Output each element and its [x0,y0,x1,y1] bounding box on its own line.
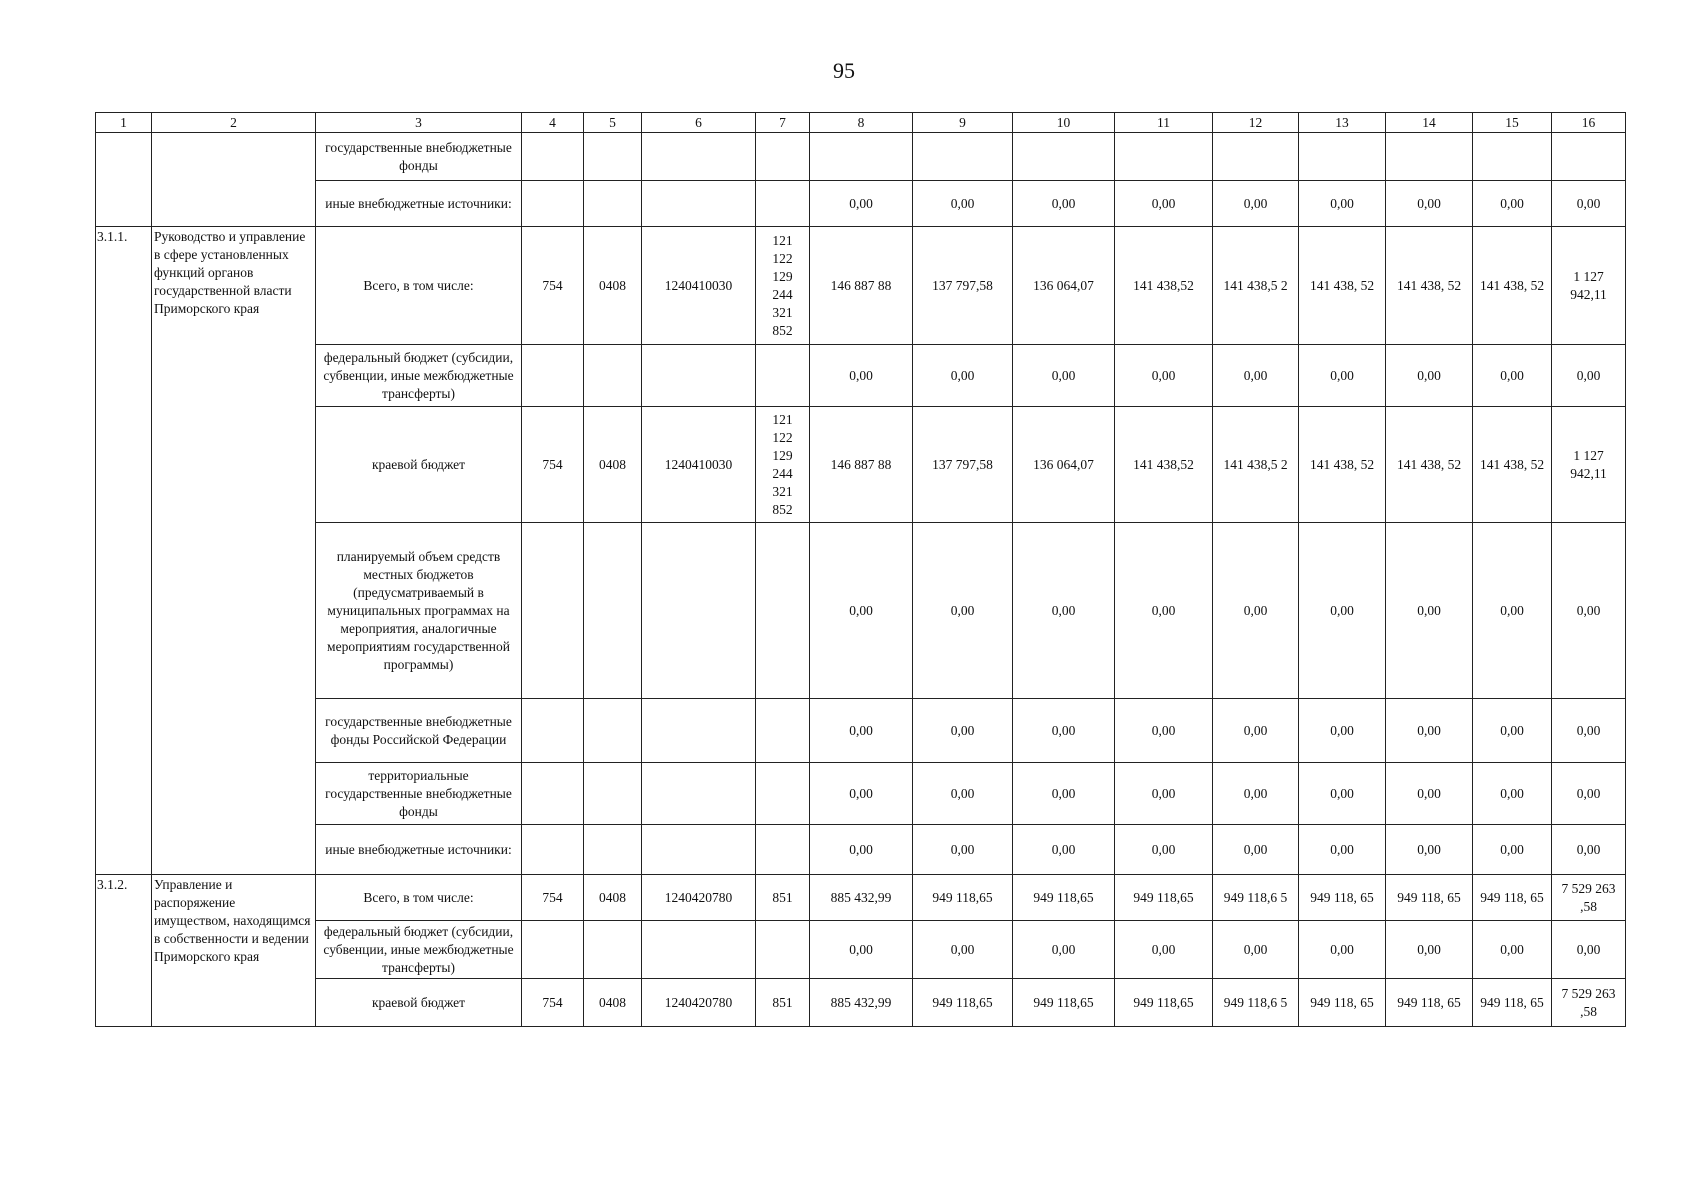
amount-cell: 0,00 [1213,921,1299,979]
amount-cell: 949 118, 65 [1386,875,1473,921]
amount-cell: 136 064,07 [1013,227,1115,345]
expense-type-code [756,921,810,979]
table-row [96,345,1626,407]
amount-cell: 0,00 [1473,181,1552,227]
section-code [584,921,642,979]
table-row [96,407,1626,523]
amount-cell: 146 887 88 [810,407,913,523]
amount-cell: 885 432,99 [810,979,913,1027]
ministry-code [522,523,584,699]
amount-cell: 0,00 [1473,345,1552,407]
section-code: 0408 [584,979,642,1027]
amount-cell: 949 118,65 [1115,875,1213,921]
amount-cell: 141 438, 52 [1386,407,1473,523]
amount-cell: 949 118,65 [913,979,1013,1027]
target-article-code [642,825,756,875]
section-code [584,825,642,875]
amount-cell: 141 438, 52 [1299,227,1386,345]
amount-cell: 949 118,65 [1013,979,1115,1027]
header-cell-10: 10 [1013,113,1115,133]
amount-cell: 0,00 [913,921,1013,979]
funding-source: федеральный бюджет (субсидии, субвенции, иные межбюджетные трансферты) [316,921,522,979]
amount-cell: 949 118,6 5 [1213,979,1299,1027]
funding-source: территориальные государственные внебюджетные фонды [316,763,522,825]
funding-source: Всего, в том числе: [316,875,522,921]
amount-cell: 0,00 [1013,921,1115,979]
budget-table [95,112,1626,1027]
amount-cell [1115,133,1213,181]
ministry-code [522,345,584,407]
header-cell-3: 3 [316,113,522,133]
amount-cell: 0,00 [913,181,1013,227]
amount-cell: 0,00 [1299,921,1386,979]
amount-cell: 137 797,58 [913,227,1013,345]
amount-cell: 0,00 [1213,523,1299,699]
amount-cell: 1 127 942,11 [1552,227,1626,345]
amount-cell: 885 432,99 [810,875,913,921]
amount-cell: 0,00 [1386,345,1473,407]
ministry-code: 754 [522,875,584,921]
header-cell-15: 15 [1473,113,1552,133]
header-cell-13: 13 [1299,113,1386,133]
amount-cell: 0,00 [1115,921,1213,979]
funding-source: Всего, в том числе: [316,227,522,345]
amount-cell [1013,133,1115,181]
amount-cell: 0,00 [1013,181,1115,227]
target-article-code: 1240410030 [642,407,756,523]
amount-cell: 0,00 [1213,699,1299,763]
amount-cell: 949 118, 65 [1473,875,1552,921]
ministry-code [522,763,584,825]
table-row [96,825,1626,875]
amount-cell: 0,00 [1473,825,1552,875]
expense-type-code [756,699,810,763]
amount-cell: 949 118,6 5 [1213,875,1299,921]
amount-cell: 0,00 [1299,825,1386,875]
code-cell [584,181,642,227]
table-row [96,875,1626,921]
table-row [96,133,1626,181]
target-article-code: 1240420780 [642,979,756,1027]
amount-cell: 0,00 [1552,921,1626,979]
amount-cell: 0,00 [1386,921,1473,979]
amount-cell: 0,00 [1299,523,1386,699]
header-cell-9: 9 [913,113,1013,133]
funding-source: федеральный бюджет (субсидии, субвенции, иные межбюджетные трансферты) [316,345,522,407]
expense-type-code: 121 122 129 244 321 852 [756,227,810,345]
target-article-code: 1240410030 [642,227,756,345]
funding-source: краевой бюджет [316,407,522,523]
amount-cell: 0,00 [1115,763,1213,825]
item-number: 3.1.1. [96,227,152,875]
amount-cell: 949 118, 65 [1299,875,1386,921]
amount-cell: 0,00 [913,345,1013,407]
amount-cell: 0,00 [1299,181,1386,227]
amount-cell: 949 118, 65 [1299,979,1386,1027]
amount-cell: 0,00 [810,523,913,699]
amount-cell [1386,133,1473,181]
header-cell-1: 1 [96,113,152,133]
table-row [96,979,1626,1027]
item-number-cell [96,133,152,227]
amount-cell: 0,00 [1473,523,1552,699]
amount-cell: 0,00 [1115,523,1213,699]
amount-cell: 141 438,52 [1115,407,1213,523]
amount-cell: 0,00 [1386,825,1473,875]
amount-cell: 0,00 [1552,523,1626,699]
amount-cell: 0,00 [1299,345,1386,407]
amount-cell: 0,00 [1473,763,1552,825]
header-cell-8: 8 [810,113,913,133]
funding-source: государственные внебюджетные фонды Российской Федерации [316,699,522,763]
amount-cell: 7 529 263 ,58 [1552,875,1626,921]
amount-cell: 0,00 [1115,345,1213,407]
expense-type-code [756,345,810,407]
header-cell-6: 6 [642,113,756,133]
amount-cell: 0,00 [1552,825,1626,875]
amount-cell [1213,133,1299,181]
amount-cell: 0,00 [1213,345,1299,407]
amount-cell: 949 118,65 [1013,875,1115,921]
amount-cell: 137 797,58 [913,407,1013,523]
amount-cell: 0,00 [913,763,1013,825]
section-code: 0408 [584,407,642,523]
amount-cell: 0,00 [1552,345,1626,407]
amount-cell: 0,00 [1213,763,1299,825]
page-number: 95 [833,58,855,83]
item-number: 3.1.2. [96,875,152,1027]
code-cell [756,181,810,227]
amount-cell: 0,00 [1013,699,1115,763]
ministry-code: 754 [522,979,584,1027]
amount-cell: 0,00 [810,763,913,825]
amount-cell: 0,00 [1013,345,1115,407]
funding-source: краевой бюджет [316,979,522,1027]
funding-source: государственные внебюджетные фонды [316,133,522,181]
header-cell-5: 5 [584,113,642,133]
amount-cell: 949 118, 65 [1473,979,1552,1027]
section-code: 0408 [584,227,642,345]
header-row [96,113,1626,133]
amount-cell [810,133,913,181]
amount-cell: 0,00 [1386,763,1473,825]
ministry-code [522,825,584,875]
funding-source: иные внебюджетные источники: [316,181,522,227]
table-row [96,523,1626,699]
amount-cell: 0,00 [1013,763,1115,825]
amount-cell: 0,00 [1299,763,1386,825]
amount-cell: 0,00 [1386,181,1473,227]
amount-cell: 0,00 [1386,523,1473,699]
amount-cell: 1 127 942,11 [1552,407,1626,523]
ministry-code: 754 [522,227,584,345]
section-code [584,345,642,407]
code-cell [522,133,584,181]
expense-type-code [756,523,810,699]
code-cell [584,133,642,181]
section-code [584,523,642,699]
header-cell-12: 12 [1213,113,1299,133]
amount-cell: 0,00 [913,523,1013,699]
table-row [96,227,1626,345]
amount-cell: 0,00 [810,699,913,763]
amount-cell: 0,00 [810,825,913,875]
amount-cell: 0,00 [913,825,1013,875]
item-name-cell [152,133,316,227]
amount-cell: 0,00 [810,345,913,407]
amount-cell [1473,133,1552,181]
item-name: Руководство и управление в сфере установленных функций органов государственной власти Приморского края [152,227,316,875]
ministry-code [522,921,584,979]
amount-cell: 0,00 [1013,825,1115,875]
amount-cell: 0,00 [1013,523,1115,699]
funding-source: планируемый объем средств местных бюджетов (предусматриваемый в муниципальных программах на мероприятия, аналогичные мероприятиям государственной программы) [316,523,522,699]
amount-cell: 949 118, 65 [1386,979,1473,1027]
item-name: Управление и распоряжение имуществом, находящимся в собственности и ведении Приморского края [152,875,316,1027]
amount-cell: 0,00 [1115,699,1213,763]
amount-cell: 949 118,65 [913,875,1013,921]
amount-cell: 0,00 [1552,181,1626,227]
amount-cell: 0,00 [1473,699,1552,763]
code-cell [642,133,756,181]
expense-type-code: 121 122 129 244 321 852 [756,407,810,523]
header-cell-14: 14 [1386,113,1473,133]
section-code [584,699,642,763]
header-cell-4: 4 [522,113,584,133]
amount-cell: 141 438, 52 [1386,227,1473,345]
header-cell-11: 11 [1115,113,1213,133]
amount-cell [1299,133,1386,181]
target-article-code [642,699,756,763]
amount-cell: 0,00 [810,181,913,227]
table-row [96,763,1626,825]
amount-cell: 0,00 [1386,699,1473,763]
section-code [584,763,642,825]
code-cell [522,181,584,227]
header-cell-2: 2 [152,113,316,133]
ministry-code: 754 [522,407,584,523]
target-article-code [642,345,756,407]
table-row [96,181,1626,227]
funding-source: иные внебюджетные источники: [316,825,522,875]
amount-cell: 0,00 [1213,181,1299,227]
target-article-code: 1240420780 [642,875,756,921]
amount-cell [913,133,1013,181]
expense-type-code [756,763,810,825]
target-article-code [642,921,756,979]
amount-cell: 0,00 [1115,181,1213,227]
code-cell [756,133,810,181]
code-cell [642,181,756,227]
amount-cell: 141 438,5 2 [1213,227,1299,345]
header-cell-16: 16 [1552,113,1626,133]
ministry-code [522,699,584,763]
header-cell-7: 7 [756,113,810,133]
amount-cell: 0,00 [1115,825,1213,875]
table-row [96,699,1626,763]
target-article-code [642,523,756,699]
amount-cell: 0,00 [1552,699,1626,763]
amount-cell: 0,00 [1299,699,1386,763]
section-code: 0408 [584,875,642,921]
amount-cell: 141 438, 52 [1299,407,1386,523]
target-article-code [642,763,756,825]
amount-cell: 141 438, 52 [1473,227,1552,345]
amount-cell: 0,00 [913,699,1013,763]
amount-cell: 0,00 [810,921,913,979]
amount-cell: 0,00 [1213,825,1299,875]
table-row [96,921,1626,979]
amount-cell: 136 064,07 [1013,407,1115,523]
expense-type-code: 851 [756,979,810,1027]
amount-cell: 141 438,5 2 [1213,407,1299,523]
expense-type-code: 851 [756,875,810,921]
amount-cell: 0,00 [1552,763,1626,825]
amount-cell: 0,00 [1473,921,1552,979]
amount-cell: 141 438,52 [1115,227,1213,345]
amount-cell: 141 438, 52 [1473,407,1552,523]
amount-cell [1552,133,1626,181]
amount-cell: 146 887 88 [810,227,913,345]
amount-cell: 7 529 263 ,58 [1552,979,1626,1027]
expense-type-code [756,825,810,875]
amount-cell: 949 118,65 [1115,979,1213,1027]
